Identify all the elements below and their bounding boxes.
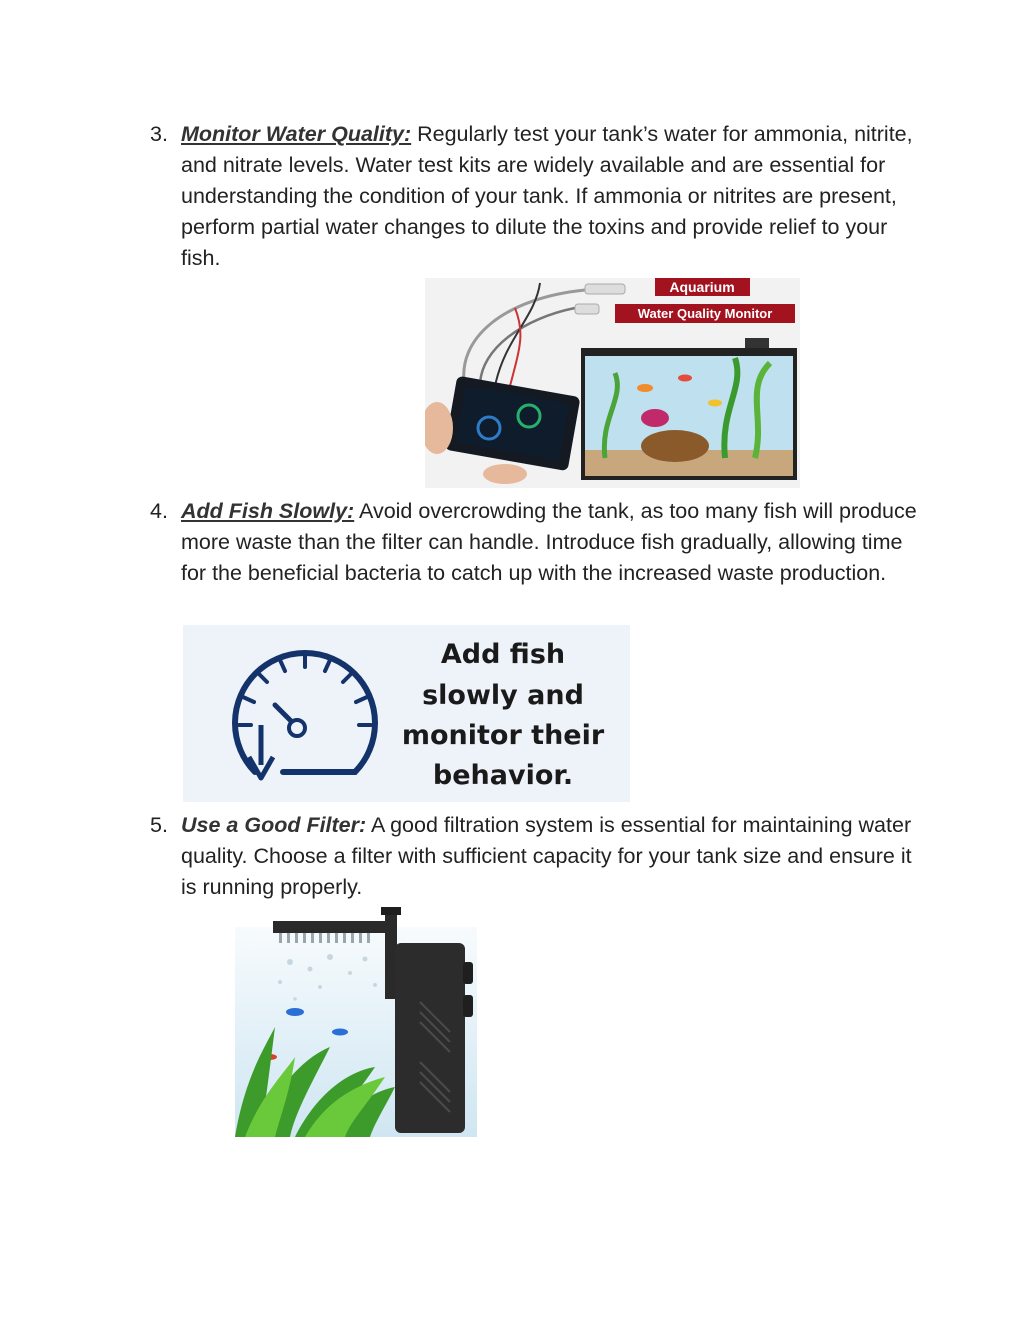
item-body: Avoid overcrowding the tank, as too many fish will produce more waste than the filter can handle. Introduce fish gradually, allowing time for the beneficial bacteria to catch up with the increased waste production. (181, 499, 917, 585)
monitor-banner-subtitle: Water Quality Monitor (637, 306, 773, 321)
aquarium-monitor-image (425, 278, 800, 488)
monitor-banner-title: Aquarium (669, 279, 735, 295)
list-item-text (181, 496, 920, 589)
gauge-text-line3: monitor their (401, 720, 605, 751)
list-item-text (181, 119, 920, 274)
list-number: 4. (150, 499, 168, 523)
item-body: A good filtration system is essential for maintaining water quality. Choose a filter with sufficient capacity for your tank size and ensure it is running properly. (181, 813, 912, 899)
gauge-text-line4: behavior. (432, 760, 574, 791)
gauge-text-line1: Add fish (440, 639, 566, 670)
add-fish-gauge-graphic (183, 625, 630, 802)
gauge-text-line2: slowly and (422, 680, 584, 711)
item-heading: Add Fish Slowly: (181, 499, 355, 523)
list-number: 3. (150, 122, 168, 146)
list-item-5 (150, 810, 920, 903)
list-item-text (181, 810, 920, 903)
list-item-3 (150, 119, 920, 274)
list-number: 5. (150, 813, 168, 837)
list-item-4 (150, 496, 920, 589)
aquarium-filter-image (235, 907, 477, 1137)
item-body: Regularly test your tank’s water for ammonia, nitrite, and nitrate levels. Water test kits are widely available and are essential for understanding the condition of your tank. If ammonia or nitrites are present, perform partial water changes to dilute the toxins and provide relief to your fish. (181, 122, 913, 270)
item-heading: Use a Good Filter: (181, 813, 367, 837)
item-heading: Monitor Water Quality: (181, 122, 412, 146)
